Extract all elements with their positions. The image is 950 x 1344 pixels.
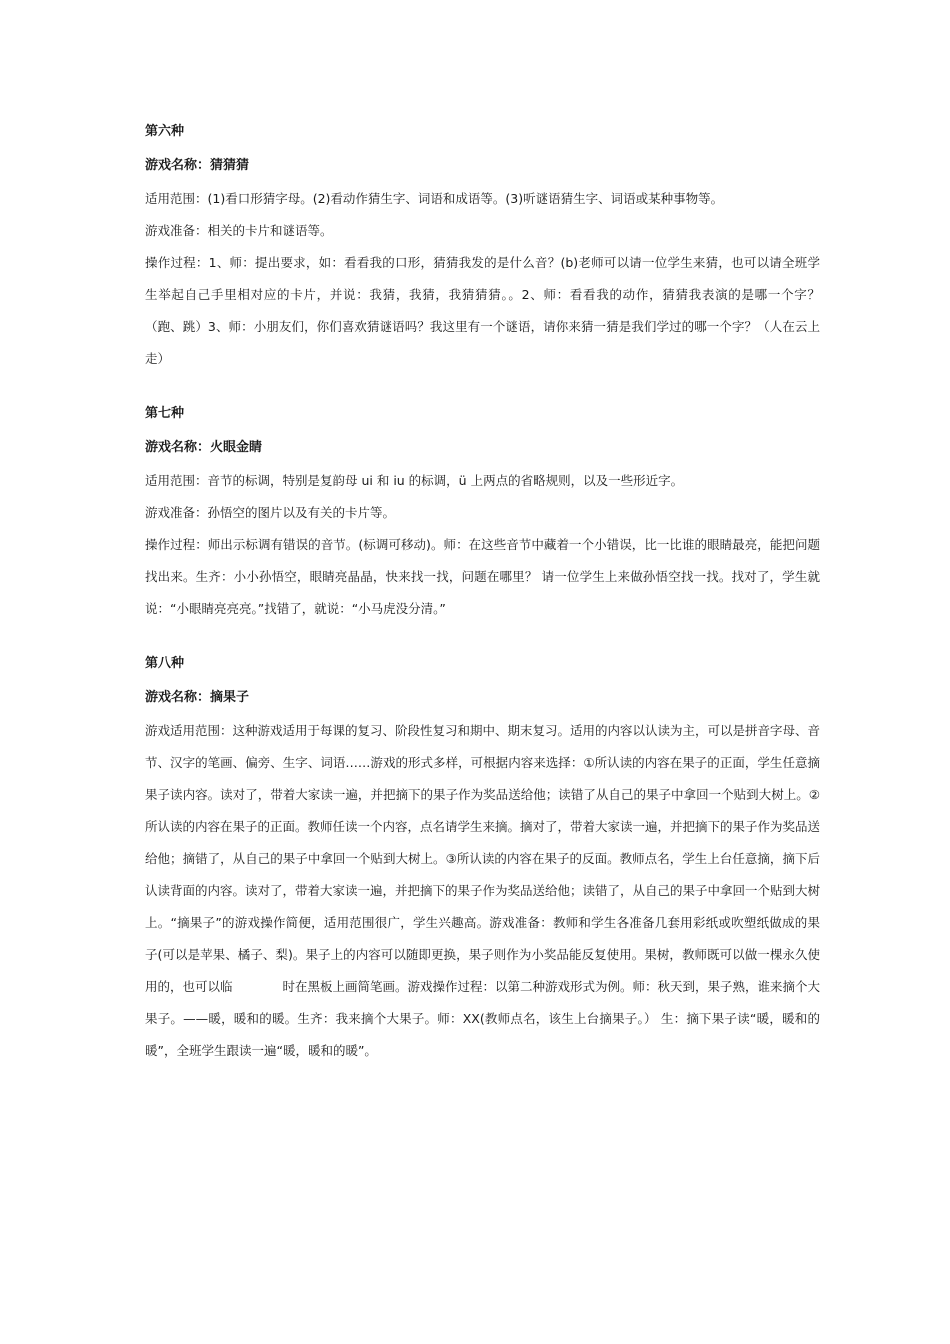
game-name: 游戏名称：火眼金睛 (145, 440, 263, 455)
document-page (145, 123, 820, 1067)
game-preparation: 游戏准备：相关的卡片和谜语等。 (145, 223, 333, 238)
section-heading: 第七种 (145, 406, 185, 421)
game-process: 操作过程：1、师：提出要求，如：看看我的口形，猜猜我发的是什么音？(b)老师可以请一位学生来猜，也可以请全班学生举起自己手里相对应的卡片，并说：我猜，我猜，我猜猜猜。。2、师：看看我的动作，猜猜我表演的是哪一个字？（跑、跳）3、师：小朋友们，你们喜欢猜谜语吗？我这里有一个谜语，请你来猜一猜是我们学过的哪一个字？（人在云上走） (145, 255, 820, 366)
game-scope: 适用范围：音节的标调，特别是复韵母 ui 和 iu 的标调，ü 上两点的省略规则，以及一些形近字。 (145, 473, 684, 488)
game-preparation: 游戏准备：孙悟空的图片以及有关的卡片等。 (145, 505, 396, 520)
section-heading: 第八种 (145, 656, 185, 671)
game-name: 游戏名称：猜猜猜 (145, 158, 250, 173)
section-eight (145, 655, 820, 1067)
game-process: 操作过程：师出示标调有错误的音节。(标调可移动)。师：在这些音节中藏着一个小错误，比一比谁的眼睛最亮，能把问题找出来。生齐：小小孙悟空，眼睛亮晶晶，快来找一找，问题在哪里？ 请一位学生上来做孙悟空找一找。找对了，学生就说：“小眼睛亮亮亮。”找错了，就说：“小马虎没分清。” (145, 537, 820, 616)
game-body: 游戏适用范围：这种游戏适用于每课的复习、阶段性复习和期中、期末复习。适用的内容以认读为主，可以是拼音字母、音节、汉字的笔画、偏旁、生字、词语……游戏的形式多样，可根据内容来选择：①所认读的内容在果子的正面，学生任意摘果子读内容。读对了，带着大家读一遍，并把摘下的果子作为奖品送给他；读错了从自己的果子中拿回一个贴到大树上。②所认读的内容在果子的正面。教师任读一个内容，点名请学生来摘。摘对了，带着大家读一遍，并把摘下的果子作为奖品送给他；摘错了，从自己的果子中拿回一个贴到大树上。③所认读的内容在果子的反面。教师点名，学生上台任意摘，摘下后认读背面的内容。读对了，带着大家读一遍，并把摘下的果子作为奖品送给他；读错了，从自己的果子中拿回一个贴到大树上。“摘果子”的游戏操作简便，适用范围很广，学生兴趣高。游戏准备：教师和学生各准备几套用彩纸或吹塑纸做成的果子(可以是苹果、橘子、梨)。果子上的内容可以随即更换，果子则作为小奖品能反复使用。果树，教师既可以做一棵永久使用的，也可以临 时在黑板上画简笔画。游戏操作过程：以第二种游戏形式为例。师：秋天到，果子熟，谁来摘个大果子。——暖，暖和的暖。生齐：我来摘个大果子。师：XX(教师点名，该生上台摘果子。） 生：摘下果子读“暖，暖和的暖”，全班学生跟读一遍“暖，暖和的暖”。 (145, 723, 821, 1058)
game-scope: 适用范围：(1)看口形猜字母。(2)看动作猜生字、词语和成语等。(3)听谜语猜生字、词语或某种事物等。 (145, 191, 724, 206)
section-heading: 第六种 (145, 124, 185, 139)
section-six (145, 123, 820, 375)
section-seven (145, 405, 820, 625)
game-name: 游戏名称：摘果子 (145, 690, 250, 705)
